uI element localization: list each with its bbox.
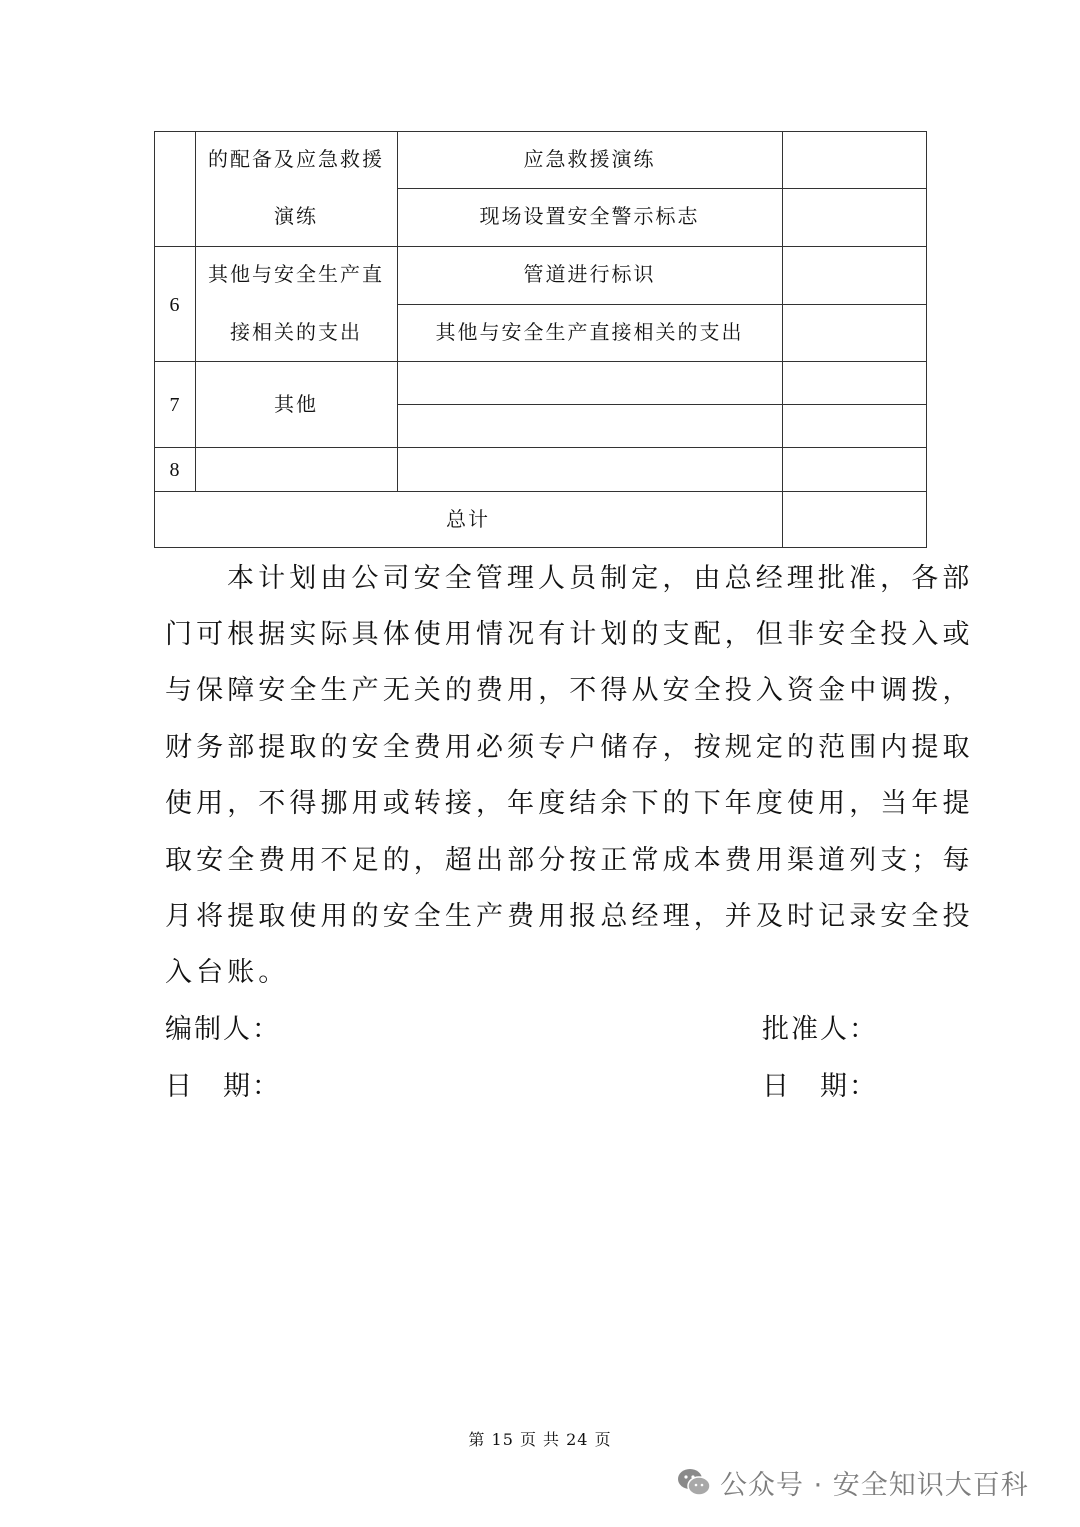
date-label-left: 日 期： bbox=[165, 1071, 281, 1102]
approver-label: 批准人： bbox=[762, 1014, 878, 1045]
total-label: 总计 bbox=[446, 507, 490, 531]
table-rule bbox=[926, 131, 927, 548]
paragraph-line: 取安全费用不足的，超出部分按正常成本费用渠道列支；每 bbox=[165, 845, 974, 876]
date-label-right: 日 期： bbox=[762, 1071, 878, 1102]
row-number-cell: 8 bbox=[169, 459, 180, 481]
category-cell: 的配备及应急救援 bbox=[208, 147, 384, 171]
paragraph-line: 使用，不得挪用或转接，年度结余下的下年度使用，当年提 bbox=[165, 788, 974, 819]
paragraph-line: 门可根据实际具体使用情况有计划的支配，但非安全投入或 bbox=[165, 619, 974, 650]
table-rule bbox=[154, 361, 927, 362]
table-rule bbox=[195, 131, 196, 491]
table-rule bbox=[154, 131, 155, 548]
paragraph-line: 与保障安全生产无关的费用，不得从安全投入资金中调拨， bbox=[165, 675, 974, 706]
item-cell: 应急救援演练 bbox=[523, 147, 656, 171]
category-cell: 接相关的支出 bbox=[230, 320, 362, 344]
paragraph-line: 财务部提取的安全费用必须专户储存，按规定的范围内提取 bbox=[165, 732, 974, 763]
category-cell: 演练 bbox=[274, 204, 318, 228]
item-cell: 其他与安全生产直接相关的支出 bbox=[435, 320, 744, 344]
table-rule bbox=[154, 131, 927, 132]
page-number: 第 15 页 共 24 页 bbox=[468, 1430, 612, 1449]
table-rule bbox=[397, 304, 927, 305]
table-rule bbox=[397, 188, 927, 189]
table-rule bbox=[154, 246, 927, 247]
paragraph-line: 月将提取使用的安全生产费用报总经理，并及时记录安全投 bbox=[165, 901, 974, 932]
wechat-icon bbox=[676, 1467, 712, 1497]
row-number-cell: 7 bbox=[169, 394, 180, 416]
watermark bbox=[676, 1462, 1029, 1502]
budget-table bbox=[154, 131, 927, 548]
paragraph-line: 本计划由公司安全管理人员制定，由总经理批准，各部 bbox=[227, 563, 974, 594]
preparer-label: 编制人： bbox=[165, 1014, 281, 1045]
table-rule bbox=[154, 491, 927, 492]
row-number-cell: 6 bbox=[169, 294, 180, 316]
table-rule bbox=[782, 131, 783, 548]
item-cell: 现场设置安全警示标志 bbox=[479, 204, 700, 228]
item-cell: 管道进行标识 bbox=[523, 262, 656, 286]
category-cell: 其他与安全生产直 bbox=[208, 262, 384, 286]
paragraph-line: 入台账。 bbox=[165, 957, 290, 988]
table-rule bbox=[397, 131, 398, 491]
watermark-text: 公众号 · 安全知识大百科 bbox=[720, 1469, 1029, 1501]
table-rule bbox=[397, 404, 927, 405]
table-rule bbox=[154, 547, 927, 548]
table-rule bbox=[154, 447, 927, 448]
category-cell: 其他 bbox=[274, 392, 318, 416]
